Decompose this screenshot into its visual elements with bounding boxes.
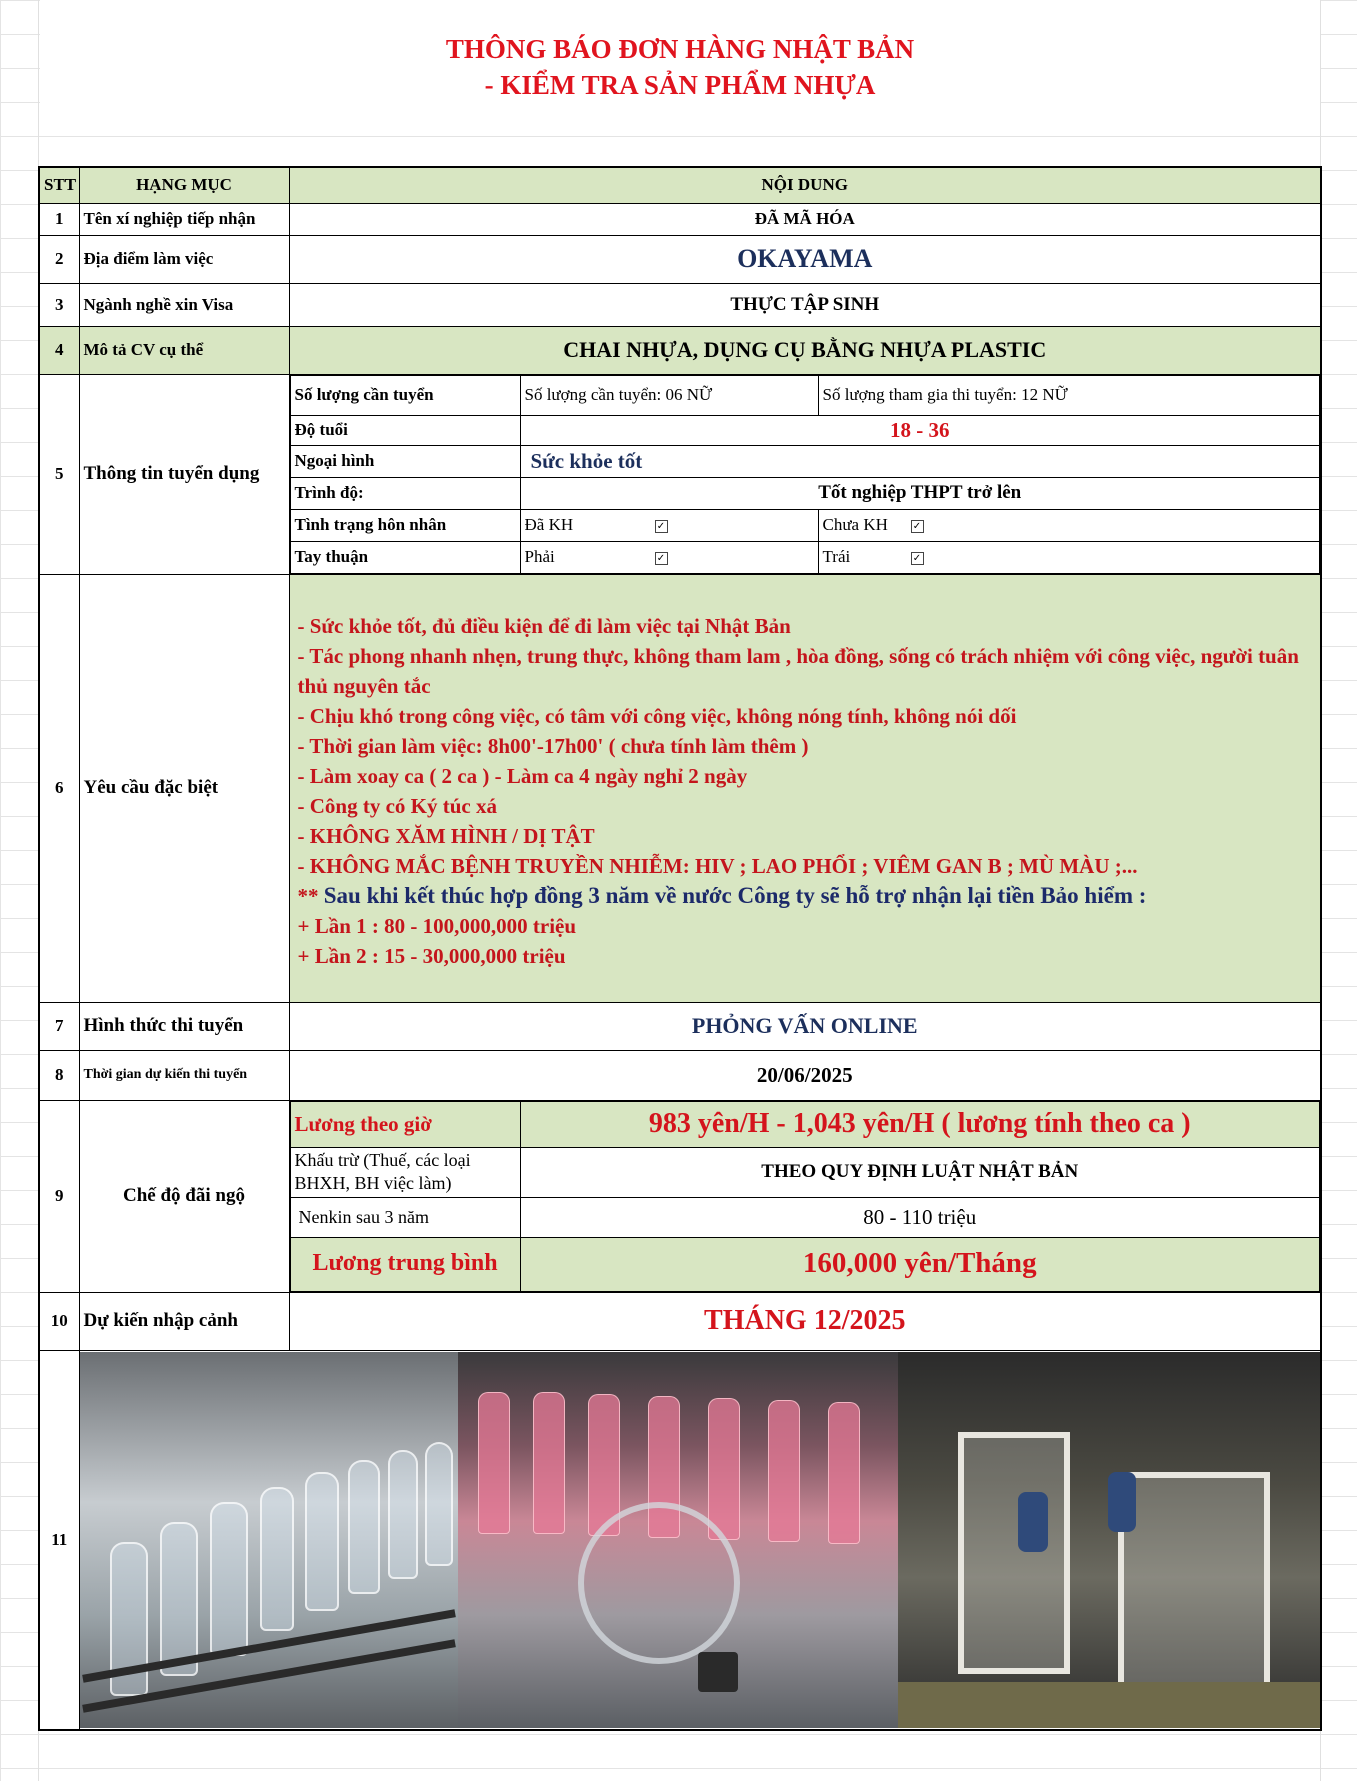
left-hand-checkbox[interactable]: ✓	[911, 552, 924, 565]
pink-bottles-photo	[458, 1352, 898, 1728]
quantity-exam: Số lượng tham gia thi tuyển: 12 NỮ	[818, 375, 1320, 415]
benefits-cell	[289, 1100, 1321, 1292]
exam-date-value: 20/06/2025	[289, 1050, 1321, 1100]
row-number: 5	[39, 374, 79, 574]
exam-format-value: PHỎNG VẤN ONLINE	[289, 1002, 1321, 1050]
table-row	[39, 283, 1321, 326]
single-label: Chưa KH	[822, 515, 888, 535]
average-salary-value: 160,000 yên/Tháng	[520, 1237, 1320, 1291]
row-label: Tên xí nghiệp tiếp nhận	[79, 203, 289, 235]
special-requirements	[289, 574, 1321, 1002]
deduction-value: THEO QUY ĐỊNH LUẬT NHẬT BẢN	[520, 1147, 1320, 1197]
insurance-note	[298, 881, 1315, 911]
note-prefix: **	[297, 884, 324, 908]
average-salary-label: Lương trung bình	[290, 1237, 520, 1291]
row-number: 4	[39, 326, 79, 374]
insurance-note-text: Sau khi kết thúc hợp đồng 3 năm về nước Công ty sẽ hỗ trợ nhận lại tiền Bảo hiểm :	[323, 883, 1147, 908]
deduction-label: Khấu trừ (Thuế, các loại BHXH, BH việc làm)	[290, 1147, 520, 1197]
row-number: 8	[39, 1050, 79, 1100]
single-checkbox[interactable]: ✓	[911, 520, 924, 533]
marital-label: Tình trạng hôn nhân	[290, 509, 520, 541]
requirement-line: - Công ty có Ký túc xá	[297, 794, 497, 818]
requirement-line: - Tác phong nhanh nhẹn, trung thực, không tham lam , hòa đồng, sống có trách nhiệm với công việc, người tuân thủ nguyên tắc	[297, 644, 1299, 698]
row-number: 1	[39, 203, 79, 235]
table-header-row	[39, 167, 1321, 203]
factory-machine-photo	[898, 1352, 1321, 1728]
quantity-label: Số lượng cần tuyển	[290, 375, 520, 415]
document-subtitle: - KIỂM TRA SẢN PHẨM NHỰA	[484, 70, 876, 100]
header-stt: STT	[39, 167, 79, 203]
row-label: Dự kiến nhập cảnh	[79, 1292, 289, 1350]
table-row	[39, 1350, 1321, 1730]
benefits-table	[290, 1101, 1321, 1292]
age-label: Độ tuổi	[290, 415, 520, 445]
hourly-wage-value: 983 yên/H - 1,043 yên/H ( lương tính theo ca )	[520, 1101, 1320, 1147]
work-location-value: OKAYAMA	[289, 235, 1321, 283]
quantity-needed: Số lượng cần tuyển: 06 NỮ	[520, 375, 818, 415]
table-row	[39, 235, 1321, 283]
row-label: Thời gian dự kiến thi tuyển	[79, 1050, 289, 1100]
age-value: 18 - 36	[520, 415, 1320, 445]
table-row	[39, 374, 1321, 574]
header-content: NỘI DUNG	[289, 167, 1321, 203]
entry-date-value: THÁNG 12/2025	[289, 1292, 1321, 1350]
appearance-label: Ngoại hình	[290, 445, 520, 477]
married-checkbox[interactable]: ✓	[655, 520, 668, 533]
table-row	[39, 1002, 1321, 1050]
nenkin-value: 80 - 110 triệu	[520, 1197, 1320, 1237]
table-row	[39, 326, 1321, 374]
insurance-bonus-1: + Lần 1 : 80 - 100,000,000 triệu	[297, 914, 577, 938]
title-block	[40, 0, 1320, 130]
table-row	[39, 203, 1321, 235]
appearance-value: Sức khỏe tốt	[520, 445, 1320, 477]
married-label: Đã KH	[524, 515, 574, 535]
row-label: Ngành nghề xin Visa	[79, 283, 289, 326]
row-number: 11	[39, 1350, 79, 1730]
visa-type-value: THỰC TẬP SINH	[289, 283, 1321, 326]
education-value: Tốt nghiệp THPT trở lên	[520, 477, 1320, 509]
table-row	[39, 1292, 1321, 1350]
job-description-value: CHAI NHỰA, DỤNG CỤ BẰNG NHỰA PLASTIC	[289, 326, 1321, 374]
requirement-line: - Chịu khó trong công việc, có tâm với công việc, không nóng tính, không nói dối	[297, 704, 1017, 728]
marital-option-single	[818, 509, 1320, 541]
nenkin-label: Nenkin sau 3 năm	[290, 1197, 520, 1237]
recruitment-info-cell	[289, 374, 1321, 574]
document-title: THÔNG BÁO ĐƠN HÀNG NHẬT BẢN	[445, 34, 915, 64]
hand-option-right	[520, 541, 818, 573]
right-hand-label: Phải	[524, 547, 555, 567]
right-hand-checkbox[interactable]: ✓	[655, 552, 668, 565]
company-name-value: ĐÃ MÃ HÓA	[289, 203, 1321, 235]
hourly-wage-label: Lương theo giờ	[290, 1101, 520, 1147]
table-row	[39, 1050, 1321, 1100]
requirement-line: - Làm xoay ca ( 2 ca ) - Làm ca 4 ngày nghỉ 2 ngày	[297, 764, 748, 788]
row-label: Yêu cầu đặc biệt	[79, 574, 289, 1002]
row-number: 6	[39, 574, 79, 1002]
insurance-bonus-2: + Lần 2 : 15 - 30,000,000 triệu	[297, 944, 566, 968]
requirement-line: - KHÔNG MẮC BỆNH TRUYỀN NHIỄM: HIV ; LAO PHỔI ; VIÊM GAN B ; MÙ MÀU ;...	[297, 854, 1138, 878]
row-number: 9	[39, 1100, 79, 1292]
row-label: Địa điểm làm việc	[79, 235, 289, 283]
table-row	[39, 574, 1321, 1002]
requirement-line: - Thời gian làm việc: 8h00'-17h00' ( chưa tính làm thêm )	[297, 734, 809, 758]
row-label: Mô tả CV cụ thể	[79, 326, 289, 374]
row-label: Hình thức thi tuyển	[79, 1002, 289, 1050]
plastic-bottles-photo	[80, 1352, 458, 1728]
row-number: 10	[39, 1292, 79, 1350]
order-table	[38, 166, 1322, 1731]
recruitment-info-table	[290, 375, 1321, 574]
row-number: 3	[39, 283, 79, 326]
header-category: HẠNG MỤC	[79, 167, 289, 203]
education-label: Trình độ:	[290, 477, 520, 509]
table-row	[39, 1100, 1321, 1292]
requirement-line: - Sức khỏe tốt, đủ điều kiện để đi làm việc tại Nhật Bản	[297, 614, 791, 638]
row-label: Thông tin tuyển dụng	[79, 374, 289, 574]
requirement-line: - KHÔNG XĂM HÌNH / DỊ TẬT	[297, 824, 595, 848]
marital-option-married	[520, 509, 818, 541]
row-number: 2	[39, 235, 79, 283]
hand-option-left	[818, 541, 1320, 573]
left-hand-label: Trái	[822, 547, 851, 567]
hand-label: Tay thuận	[290, 541, 520, 573]
row-label: Chế độ đãi ngộ	[79, 1100, 289, 1292]
row-number: 7	[39, 1002, 79, 1050]
factory-photos	[79, 1350, 1321, 1730]
